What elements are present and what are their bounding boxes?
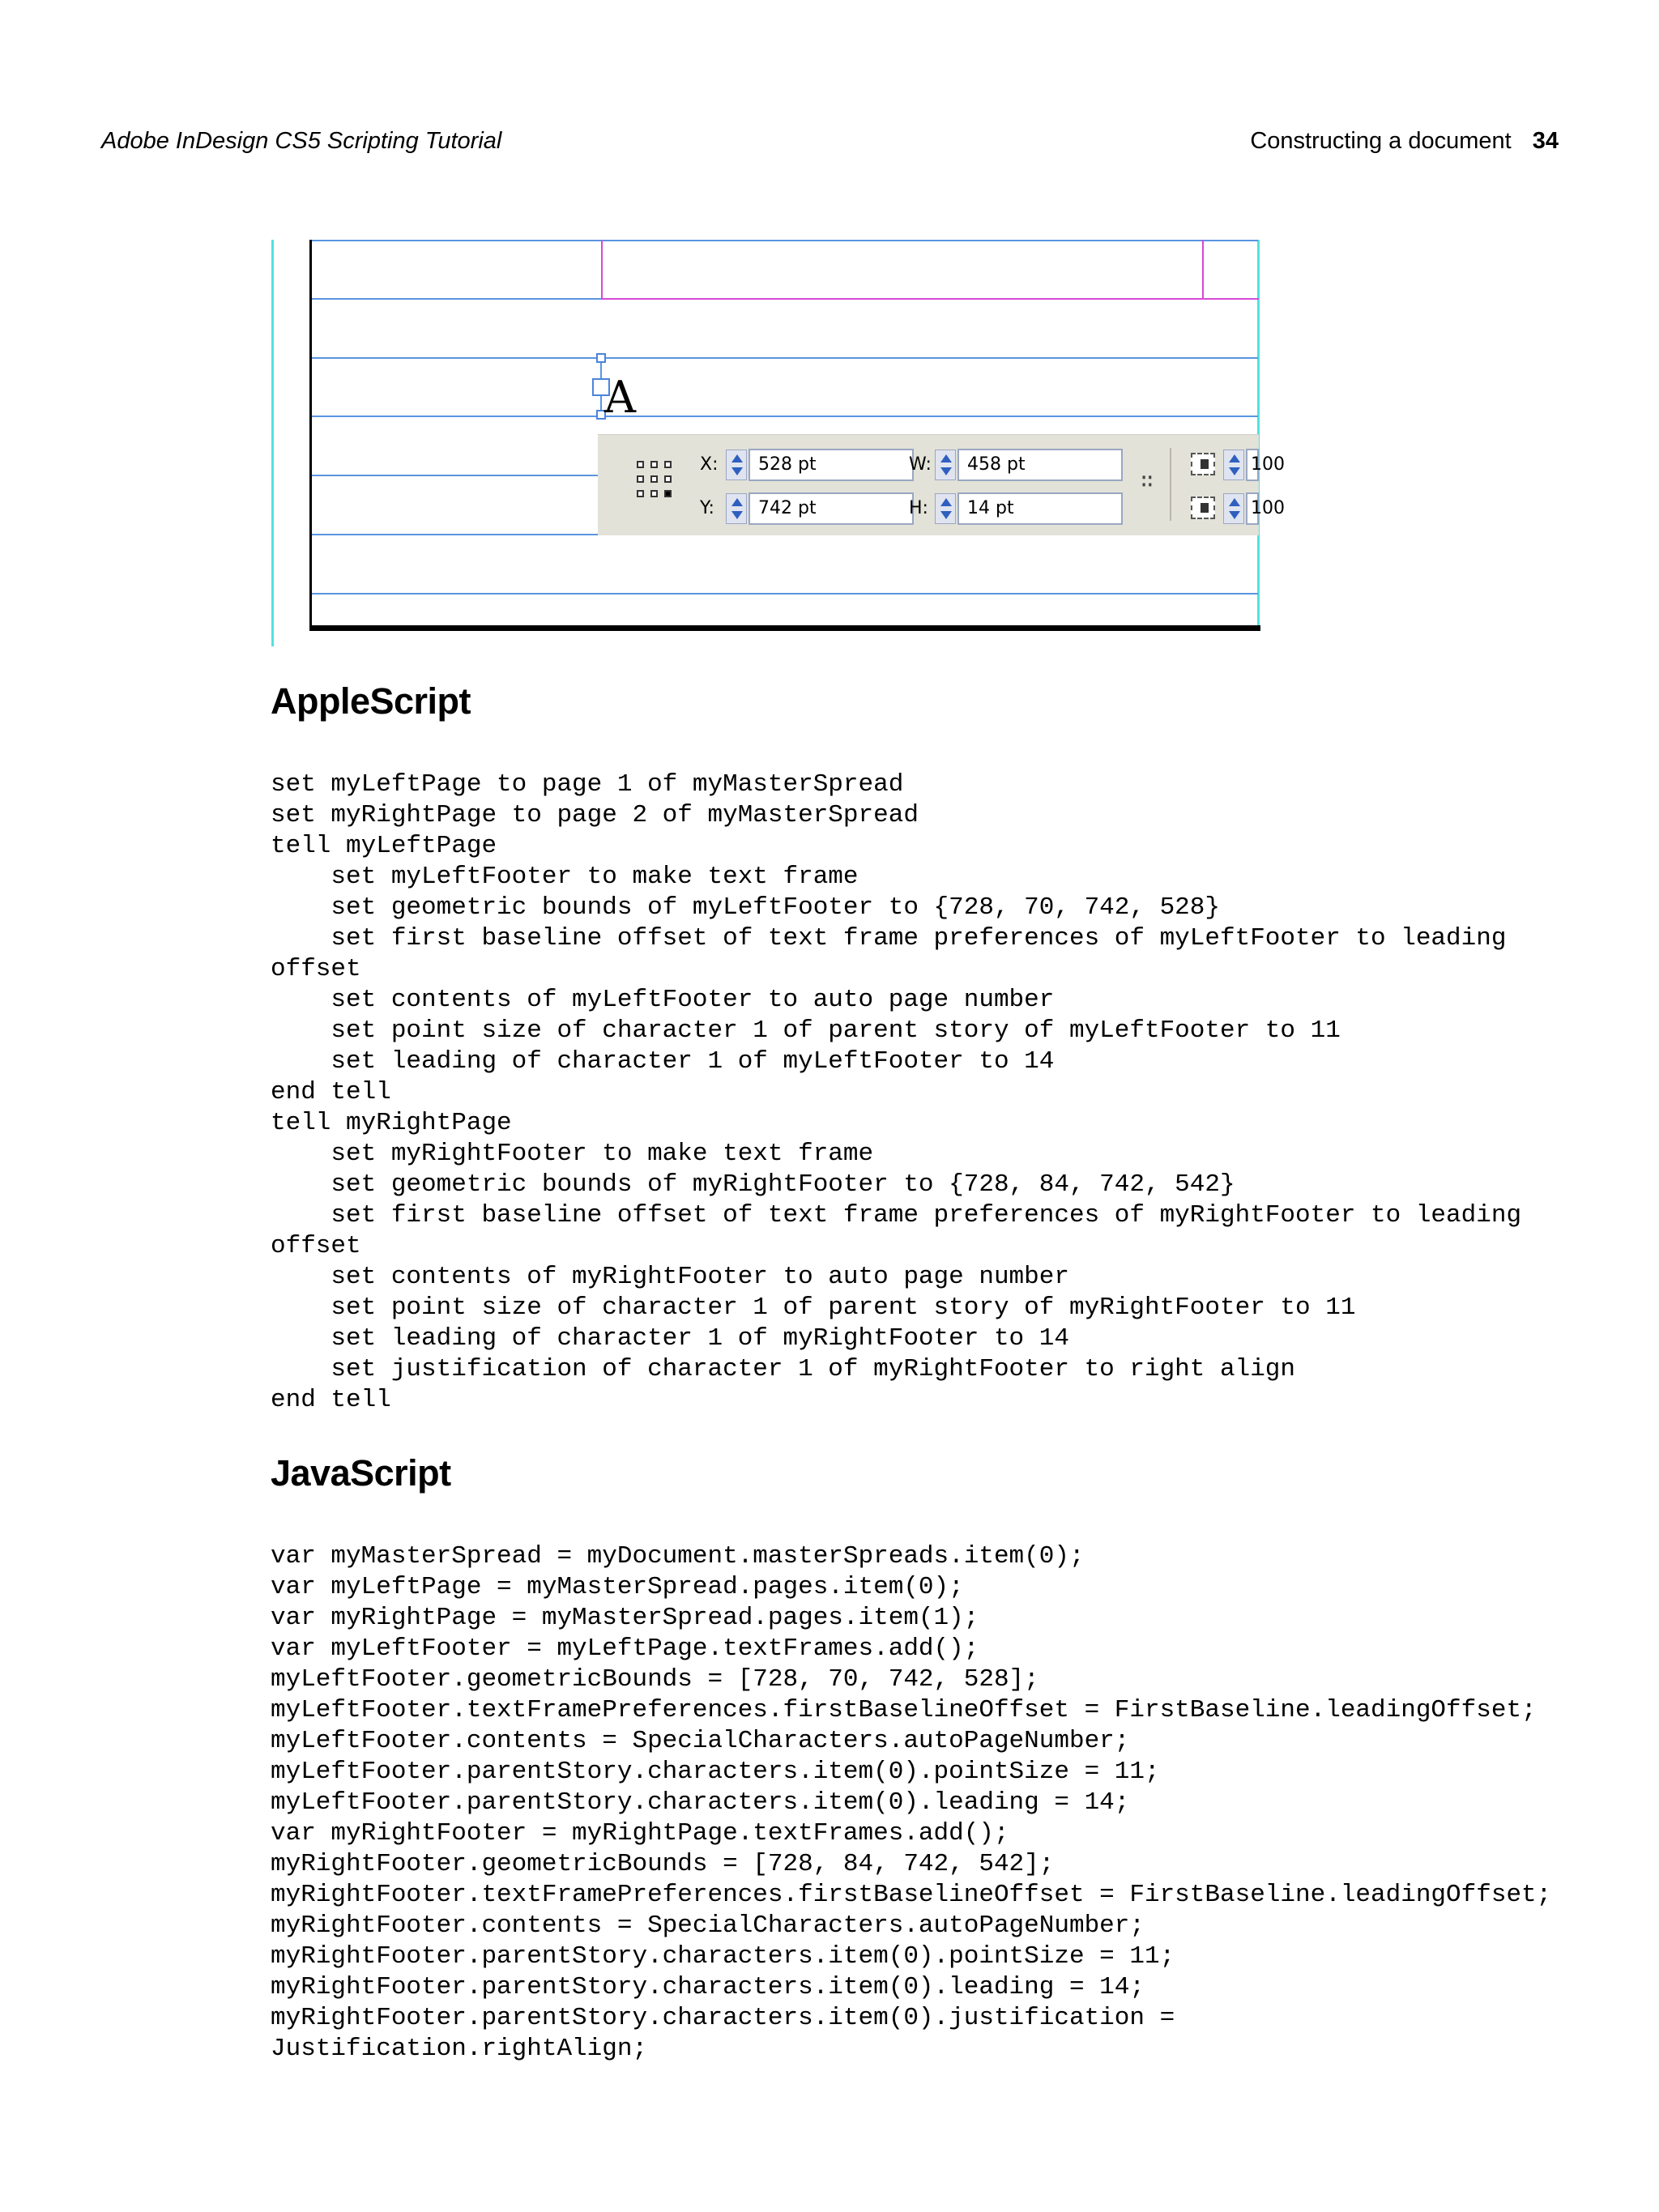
- baseline-guide: [312, 416, 1258, 417]
- code-line: myRightFooter.parentStory.characters.item(0).justification =: [271, 2004, 1175, 2032]
- javascript-heading: JavaScript: [271, 1452, 451, 1494]
- applescript-code: [271, 769, 1521, 1416]
- page-number: 34: [1532, 128, 1559, 154]
- scale-y-stepper[interactable]: [1223, 493, 1244, 524]
- code-line: set leading of character 1 of myLeftFooter to 14: [271, 1047, 1055, 1076]
- y-stepper[interactable]: [726, 493, 747, 524]
- code-line: set myLeftPage to page 1 of myMasterSpread: [271, 770, 904, 799]
- x-position-field[interactable]: 528 pt: [748, 449, 914, 481]
- y-position-field[interactable]: 742 pt: [748, 492, 914, 525]
- code-line: offset: [271, 1232, 361, 1260]
- w-stepper[interactable]: [935, 450, 956, 480]
- book-title: Adobe InDesign CS5 Scripting Tutorial: [101, 128, 502, 154]
- chapter-title: Constructing a document: [1250, 128, 1512, 154]
- bleed-guide-left: [271, 240, 274, 646]
- baseline-guide: [312, 240, 1258, 241]
- scale-y-icon: [1191, 497, 1215, 519]
- code-line: set geometric bounds of myLeftFooter to {728, 70, 742, 528}: [271, 893, 1220, 922]
- code-line: myRightFooter.contents = SpecialCharacters.autoPageNumber;: [271, 1912, 1145, 1940]
- scale-x-field[interactable]: 100: [1246, 449, 1259, 481]
- indesign-screenshot: [271, 240, 1285, 650]
- code-line: myLeftFooter.parentStory.characters.item(0).leading = 14;: [271, 1788, 1130, 1817]
- control-panel: [598, 434, 1285, 535]
- code-line: myLeftFooter.parentStory.characters.item(0).pointSize = 11;: [271, 1758, 1160, 1786]
- code-line: tell myRightPage: [271, 1109, 512, 1137]
- x-label: X:: [700, 454, 719, 475]
- code-line: end tell: [271, 1386, 391, 1414]
- page-edge-bottom: [309, 625, 1260, 631]
- code-line: Justification.rightAlign;: [271, 2035, 648, 2063]
- code-line: var myRightPage = myMasterSpread.pages.item(1);: [271, 1604, 979, 1632]
- running-header-right: [1250, 128, 1559, 155]
- code-line: myRightFooter.parentStory.characters.item(0).leading = 14;: [271, 1973, 1145, 2001]
- reference-point-icon[interactable]: [637, 461, 672, 501]
- code-line: var myLeftPage = myMasterSpread.pages.item(0);: [271, 1573, 964, 1601]
- h-stepper[interactable]: [935, 493, 956, 524]
- code-line: var myRightFooter = myRightPage.textFrames.add();: [271, 1819, 1009, 1848]
- text-frame-glyph: A: [604, 372, 636, 423]
- code-line: set leading of character 1 of myRightFooter to 14: [271, 1324, 1069, 1353]
- h-label: H:: [909, 498, 928, 518]
- code-line: myRightFooter.textFramePreferences.firstBaselineOffset = FirstBaseline.leadingOffset;: [271, 1881, 1552, 1909]
- frame-handle[interactable]: [596, 353, 606, 363]
- code-line: set myRightFooter to make text frame: [271, 1140, 874, 1168]
- height-field[interactable]: 14 pt: [957, 492, 1123, 525]
- code-line: set first baseline offset of text frame preferences of myRightFooter to leading: [271, 1201, 1522, 1230]
- code-line: offset: [271, 955, 361, 983]
- code-line: myLeftFooter.geometricBounds = [728, 70, 742, 528];: [271, 1665, 1039, 1694]
- scale-x-icon: [1191, 453, 1215, 475]
- code-line: myLeftFooter.contents = SpecialCharacters.autoPageNumber;: [271, 1727, 1130, 1755]
- code-line: set first baseline offset of text frame preferences of myLeftFooter to leading: [271, 924, 1507, 953]
- scale-x-stepper[interactable]: [1223, 450, 1244, 480]
- code-line: var myLeftFooter = myLeftPage.textFrames.add();: [271, 1634, 979, 1663]
- code-line: set myRightPage to page 2 of myMasterSpread: [271, 801, 919, 829]
- code-line: var myMasterSpread = myDocument.masterSpreads.item(0);: [271, 1542, 1085, 1571]
- y-label: Y:: [700, 498, 714, 518]
- code-line: set justification of character 1 of myRightFooter to right align: [271, 1355, 1296, 1383]
- code-line: myRightFooter.geometricBounds = [728, 84, 742, 542];: [271, 1850, 1055, 1878]
- margin-guide: [601, 298, 1259, 300]
- baseline-guide: [312, 593, 1258, 595]
- scale-y-field[interactable]: 100: [1246, 492, 1259, 525]
- code-line: set geometric bounds of myRightFooter to {728, 84, 742, 542}: [271, 1170, 1235, 1199]
- code-line: set point size of character 1 of parent story of myRightFooter to 11: [271, 1294, 1356, 1322]
- margin-guide: [1202, 240, 1204, 300]
- margin-guide: [601, 240, 603, 300]
- code-line: set myLeftFooter to make text frame: [271, 863, 859, 891]
- applescript-heading: AppleScript: [271, 680, 471, 722]
- constrain-proportions-icon[interactable]: ∷: [1141, 469, 1154, 493]
- code-line: tell myLeftPage: [271, 832, 497, 860]
- code-line: set point size of character 1 of parent story of myLeftFooter to 11: [271, 1016, 1341, 1045]
- javascript-code: [271, 1541, 1551, 2065]
- panel-divider: [1170, 448, 1171, 521]
- code-line: set contents of myRightFooter to auto page number: [271, 1263, 1069, 1291]
- code-line: end tell: [271, 1078, 391, 1106]
- code-line: myRightFooter.parentStory.characters.item(0).pointSize = 11;: [271, 1942, 1175, 1971]
- code-line: set contents of myLeftFooter to auto page number: [271, 986, 1055, 1014]
- w-label: W:: [909, 454, 932, 475]
- x-stepper[interactable]: [726, 450, 747, 480]
- width-field[interactable]: 458 pt: [957, 449, 1123, 481]
- baseline-guide: [312, 357, 1258, 359]
- code-line: myLeftFooter.textFramePreferences.firstBaselineOffset = FirstBaseline.leadingOffset;: [271, 1696, 1537, 1724]
